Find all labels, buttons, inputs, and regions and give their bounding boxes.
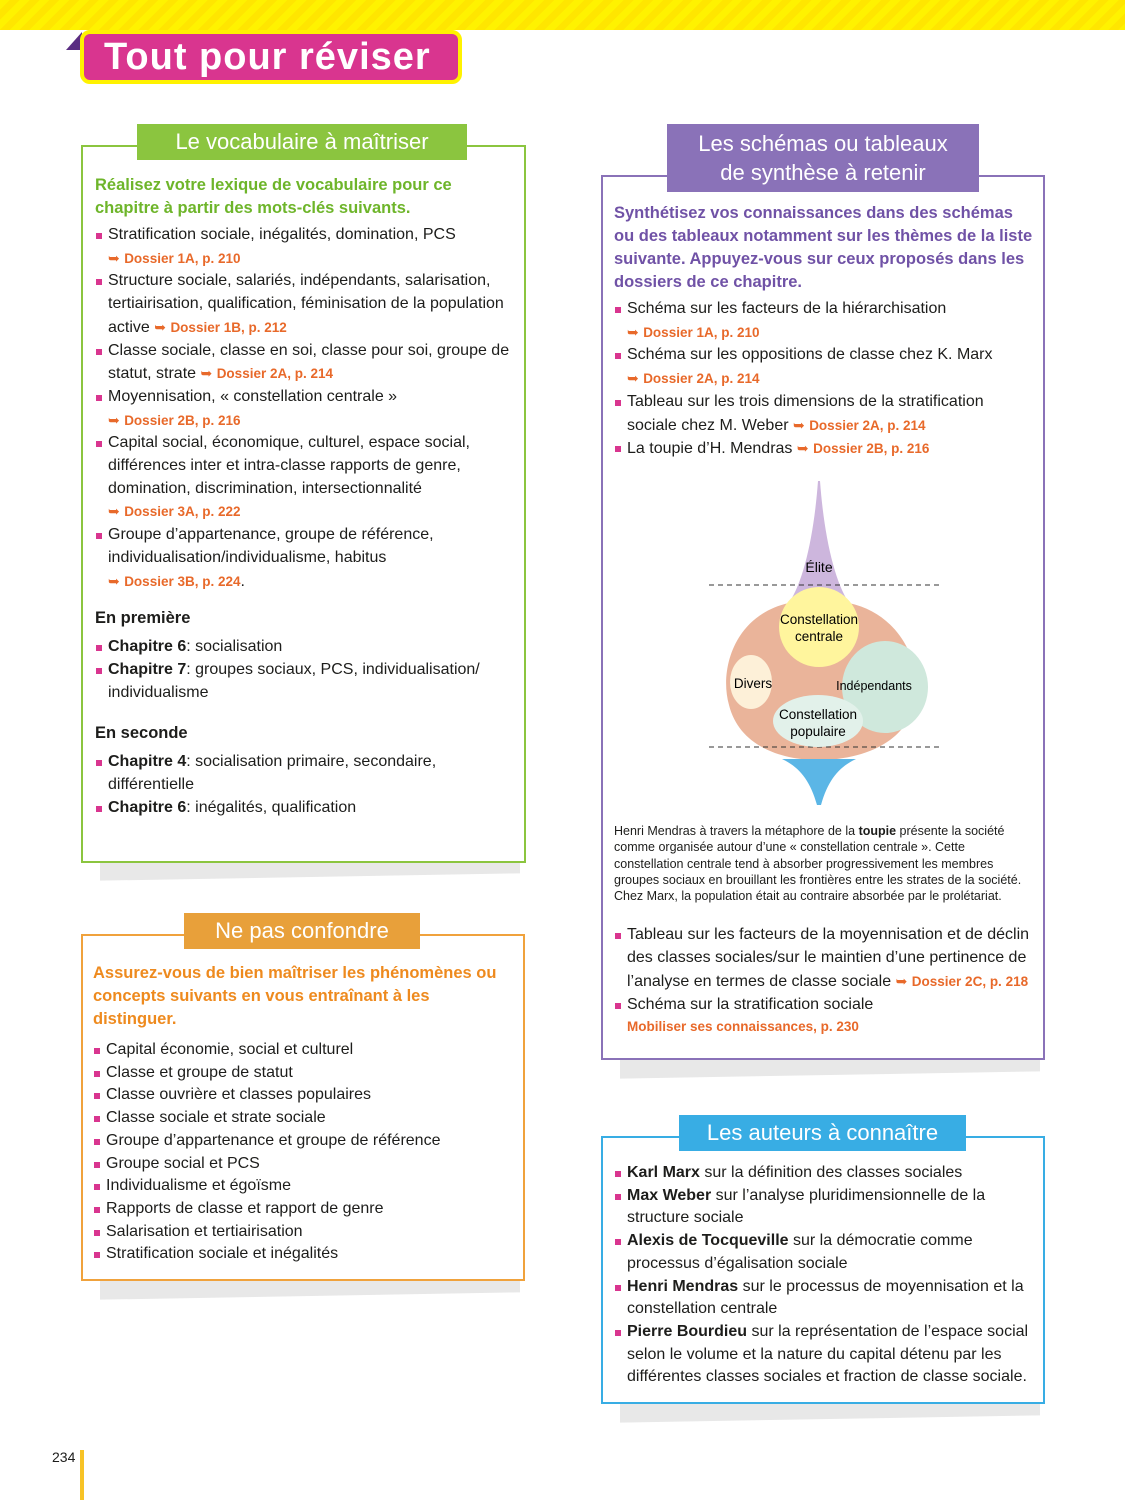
confuse-title: Ne pas confondre — [184, 913, 420, 949]
bottom-tip — [782, 759, 856, 805]
central-constellation-circle — [779, 587, 859, 667]
list-item: Rapports de classe et rapport de genre — [93, 1198, 513, 1221]
elite-label: Élite — [805, 558, 833, 575]
page-number: 234 — [52, 1449, 76, 1465]
list-item: Max Weber sur l’analyse pluridimensionnelle de la structure sociale — [614, 1185, 1033, 1230]
list-item: Chapitre 6: socialisation — [95, 636, 514, 659]
seconde-heading: En seconde — [95, 724, 188, 743]
dossier-link[interactable]: Dossier 1A, p. 210 — [124, 250, 241, 266]
list-item: Chapitre 6: inégalités, qualification — [95, 797, 514, 820]
schema-list — [614, 298, 1033, 461]
list-item: Moyennisation, « constellation centrale » ➥ Dossier 2B, p. 216 — [95, 386, 514, 432]
seconde-list — [95, 751, 514, 819]
schema-title: Les schémas ou tableaux de synthèse à retenir — [667, 124, 979, 192]
dossier-link[interactable]: Dossier 3A, p. 222 — [124, 504, 241, 520]
arrow-icon: ➥ — [108, 572, 120, 589]
authors-list — [614, 1162, 1033, 1389]
list-item: Classe et groupe de statut — [93, 1062, 513, 1085]
dossier-link[interactable]: Dossier 1B, p. 212 — [170, 319, 287, 335]
page-number-bar — [80, 1450, 84, 1500]
authors-box — [601, 1136, 1045, 1404]
arrow-icon: ➥ — [793, 416, 805, 433]
confuse-intro: Assurez-vous de bien maîtriser les phénomènes ou concepts suivants en vous entraînant à les distinguer. — [93, 964, 497, 1028]
arrow-icon: ➥ — [108, 411, 120, 428]
arrow-icon: ➥ — [796, 440, 809, 457]
list-item: Groupe d’appartenance et groupe de référence — [93, 1130, 513, 1153]
diagram-caption: Henri Mendras à travers la métaphore de la toupie présente la société comme organisée autour d’une « constellation centrale ». Cette constellation centrale tend à absorber progressivement les membres groupes sociaux en brouillant les frontières entre les strates de la société. Chez Marx, la population était au contraire absorbée par le prolétariat. — [614, 823, 1022, 904]
arrow-icon: ➥ — [108, 503, 120, 520]
vocab-intro: Réalisez votre lexique de vocabulaire pour ce chapitre à partir des mots-clés suivants. — [95, 176, 452, 217]
list-item: Capital économie, social et culturel — [93, 1039, 513, 1062]
list-item: Chapitre 7: groupes sociaux, PCS, individualisation/ individualisme — [95, 659, 514, 704]
central-label-2: centrale — [794, 628, 844, 644]
list-item: Chapitre 4: socialisation primaire, secondaire, différentielle — [95, 751, 514, 796]
list-item: La toupie d’H. Mendras ➥ Dossier 2B, p. 216 — [614, 437, 1033, 461]
arrow-icon: ➥ — [200, 365, 213, 382]
top-stripe-band — [0, 0, 1125, 30]
list-item: Henri Mendras sur le processus de moyennisation et la constellation centrale — [614, 1276, 1033, 1321]
list-item: Groupe d’appartenance, groupe de référence, individualisation/individualisme, habitus ➥ Dossier 3B, p. 224. — [95, 524, 514, 593]
list-item: Classe sociale et strate sociale — [93, 1107, 513, 1130]
list-item: Structure sociale, salariés, indépendants, salarisation, tertiairisation, qualification, féminisation de la population active ➥ Dossier 1B, p. 212 — [95, 270, 514, 339]
list-item: Capital social, économique, culturel, espace social, différences inter et intra-classe rapports de genre, domination, discrimination, intersectionnalité ➥ Dossier 3A, p. 222 — [95, 432, 514, 524]
vocab-list — [95, 224, 514, 593]
list-item: Tableau sur les facteurs de la moyennisation et de déclin des classes sociales/sur le maintien d’une pertinence de l’analyse en termes de classe sociale ➥ Dossier 2C, p. 218 — [614, 924, 1033, 993]
independants-label: Indépendants — [836, 678, 912, 693]
list-item: Alexis de Tocqueville sur la démocratie comme processus d’égalisation sociale — [614, 1230, 1033, 1275]
arrow-icon: ➥ — [895, 972, 908, 989]
premiere-list — [95, 636, 514, 704]
central-label-1: Constellation — [779, 611, 859, 627]
list-item: Salarisation et tertiairisation — [93, 1221, 513, 1244]
list-item: Pierre Bourdieu sur la représentation de l’espace social selon le volume et la nature du capital détenu par les différentes classes sociales et fraction de classe sociale. — [614, 1321, 1033, 1389]
dossier-link[interactable]: Dossier 2A, p. 214 — [643, 371, 760, 387]
dossier-link[interactable]: Dossier 2B, p. 216 — [813, 441, 930, 457]
dossier-link[interactable]: Dossier 2A, p. 214 — [216, 366, 333, 382]
schema-box — [601, 175, 1045, 1060]
arrow-icon: ➥ — [627, 323, 639, 340]
arrow-icon: ➥ — [108, 249, 120, 266]
dossier-link[interactable]: Dossier 2C, p. 218 — [911, 973, 1029, 989]
vocab-title: Le vocabulaire à maîtriser — [137, 124, 467, 160]
confuse-list — [93, 1039, 513, 1266]
list-item: Groupe social et PCS — [93, 1153, 513, 1176]
list-item: Classe ouvrière et classes populaires — [93, 1084, 513, 1107]
schema-list-2 — [614, 924, 1033, 1039]
page-title: Tout pour réviser — [80, 30, 462, 84]
list-item: Classe sociale, classe en soi, classe pour soi, groupe de statut, strate ➥ Dossier 2A, p. 214 — [95, 340, 514, 386]
list-item: Tableau sur les trois dimensions de la stratification sociale chez M. Weber ➥ Dossier 2A, p. 214 — [614, 391, 1033, 437]
list-item: Individualisme et égoïsme — [93, 1175, 513, 1198]
list-item: Stratification sociale et inégalités — [93, 1243, 513, 1266]
dossier-link[interactable]: Dossier 2B, p. 216 — [124, 412, 241, 428]
list-item: Schéma sur la stratification sociale Mobiliser ses connaissances, p. 230 — [614, 994, 1033, 1039]
list-item: Karl Marx sur la définition des classes sociales — [614, 1162, 1033, 1185]
arrow-icon: ➥ — [154, 318, 166, 335]
mendras-spinning-top-diagram — [614, 475, 1034, 815]
vocab-box — [81, 145, 526, 863]
dossier-link[interactable]: Dossier 3B, p. 224 — [124, 573, 241, 589]
popular-label-1: Constellation — [778, 706, 858, 722]
dossier-link[interactable]: Mobiliser ses connaissances, p. 230 — [627, 1019, 859, 1035]
schema-intro: Synthétisez vos connaissances dans des schémas ou des tableaux notamment sur les thèmes de la liste suivante. Appuyez-vous sur ceux proposés dans les dossiers de ce chapitre. — [614, 204, 1033, 291]
arrow-icon: ➥ — [627, 370, 639, 387]
list-item: Schéma sur les facteurs de la hiérarchisation ➥ Dossier 1A, p. 210 — [614, 298, 1033, 344]
list-item: Stratification sociale, inégalités, domination, PCS ➥ Dossier 1A, p. 210 — [95, 224, 514, 270]
popular-label-2: populaire — [790, 723, 846, 739]
dossier-link[interactable]: Dossier 2A, p. 214 — [809, 417, 926, 433]
list-item: Schéma sur les oppositions de classe chez K. Marx ➥ Dossier 2A, p. 214 — [614, 344, 1033, 390]
authors-title: Les auteurs à connaître — [679, 1115, 966, 1151]
divers-label: Divers — [733, 675, 773, 691]
confuse-box — [81, 934, 525, 1281]
premiere-heading: En première — [95, 609, 191, 628]
dossier-link[interactable]: Dossier 1A, p. 210 — [643, 324, 760, 340]
